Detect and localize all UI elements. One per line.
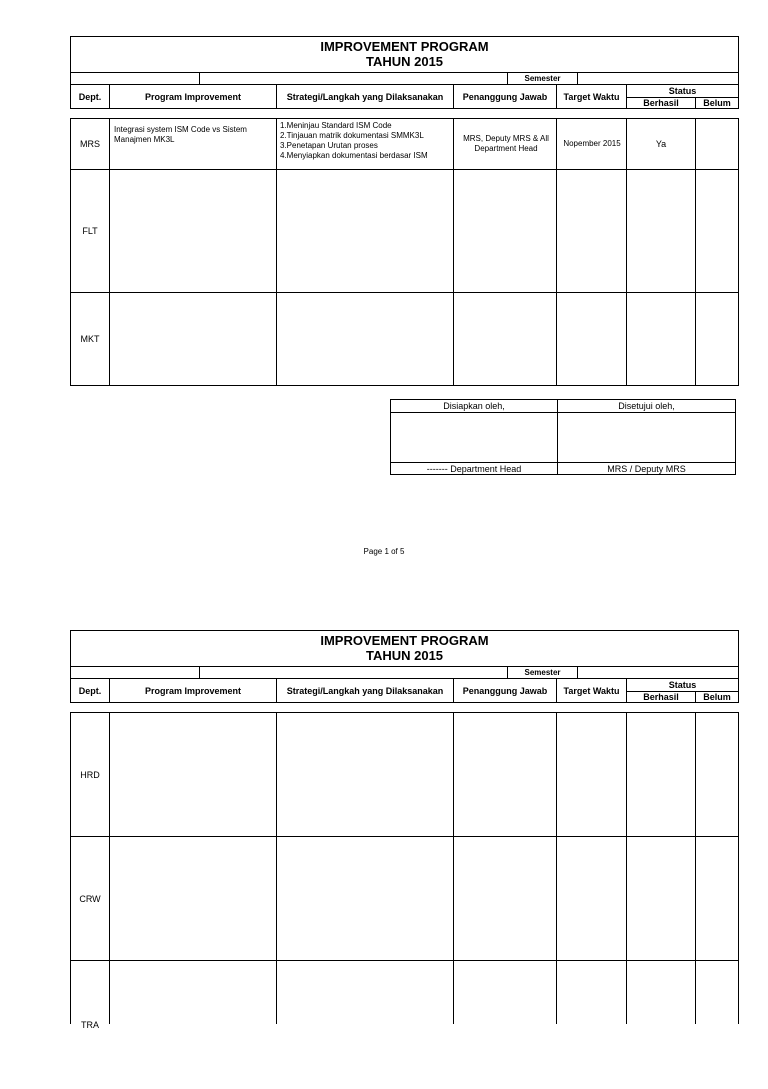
approved-label: Disetujui oleh,: [618, 401, 675, 411]
target-cell: Nopember 2015: [563, 139, 621, 148]
title-box: [70, 36, 739, 73]
approved-by: MRS / Deputy MRS: [607, 463, 686, 474]
strategi-step-3: 3.Penetapan Urutan proses: [280, 141, 378, 150]
header-dept: Dept.: [78, 91, 102, 102]
table-header: [70, 84, 739, 109]
header-strategi: Strategi/Langkah yang Dilaksanakan: [286, 685, 444, 696]
table-row: [71, 119, 109, 169]
header-strategi: Strategi/Langkah yang Dilaksanakan: [286, 91, 444, 102]
header-program: Program Improvement: [144, 91, 242, 102]
table-row: [71, 837, 109, 960]
doc-title: IMPROVEMENT PROGRAM: [320, 39, 489, 54]
header-berhasil: Berhasil: [643, 98, 679, 108]
dept-cell: HRD: [80, 769, 100, 780]
header-program: Program Improvement: [144, 685, 242, 696]
prepared-label: Disiapkan oleh,: [443, 401, 505, 411]
dept-cell: TRA: [81, 1020, 99, 1030]
header-belum: Belum: [703, 98, 731, 108]
header-dept: Dept.: [78, 685, 102, 696]
title-box: [70, 630, 739, 667]
table-row: [71, 170, 109, 292]
header-belum: Belum: [703, 692, 731, 702]
strategi-step-4: 4.Menyiapkan dokumentasi berdasar ISM: [280, 151, 428, 160]
program-cell: Integrasi system ISM Code vs Sistem Manajmen MK3L: [114, 125, 247, 144]
strategi-step-2: 2.Tinjauan matrik dokumentasi SMMK3L: [280, 131, 424, 140]
header-target: Target Waktu: [563, 685, 620, 696]
semester-label: Semester: [524, 668, 561, 677]
table-body: [70, 118, 739, 386]
strategi-step-1: 1.Meninjau Standard ISM Code: [280, 121, 392, 130]
prepared-by: ------- Department Head: [426, 463, 522, 474]
header-target: Target Waktu: [563, 91, 620, 102]
dept-cell: MRS: [80, 139, 100, 149]
dept-cell: CRW: [79, 893, 101, 904]
table-body: [70, 712, 739, 1030]
doc-year: TAHUN 2015: [365, 54, 444, 69]
dept-cell: MKT: [80, 334, 100, 344]
signature-box: [390, 399, 736, 475]
header-berhasil: Berhasil: [643, 692, 679, 702]
berhasil-cell: Ya: [655, 139, 667, 149]
header-penanggung: Penanggung Jawab: [462, 91, 548, 102]
penanggung-cell: MRS, Deputy MRS & All Department Head: [463, 134, 549, 153]
dept-cell: FLT: [82, 226, 98, 236]
header-status: Status: [668, 86, 697, 96]
strategi-cell: [280, 121, 452, 161]
table-header: [70, 678, 739, 703]
table-row: [71, 961, 109, 1089]
doc-year: TAHUN 2015: [365, 648, 444, 663]
semester-label: Semester: [524, 74, 561, 83]
page-number: Page 1 of 5: [363, 547, 405, 556]
header-penanggung: Penanggung Jawab: [462, 685, 548, 696]
table-row: [71, 713, 109, 836]
header-status: Status: [668, 680, 697, 690]
doc-title: IMPROVEMENT PROGRAM: [320, 633, 489, 648]
table-row: [71, 293, 109, 385]
belum-cell: [696, 119, 738, 169]
